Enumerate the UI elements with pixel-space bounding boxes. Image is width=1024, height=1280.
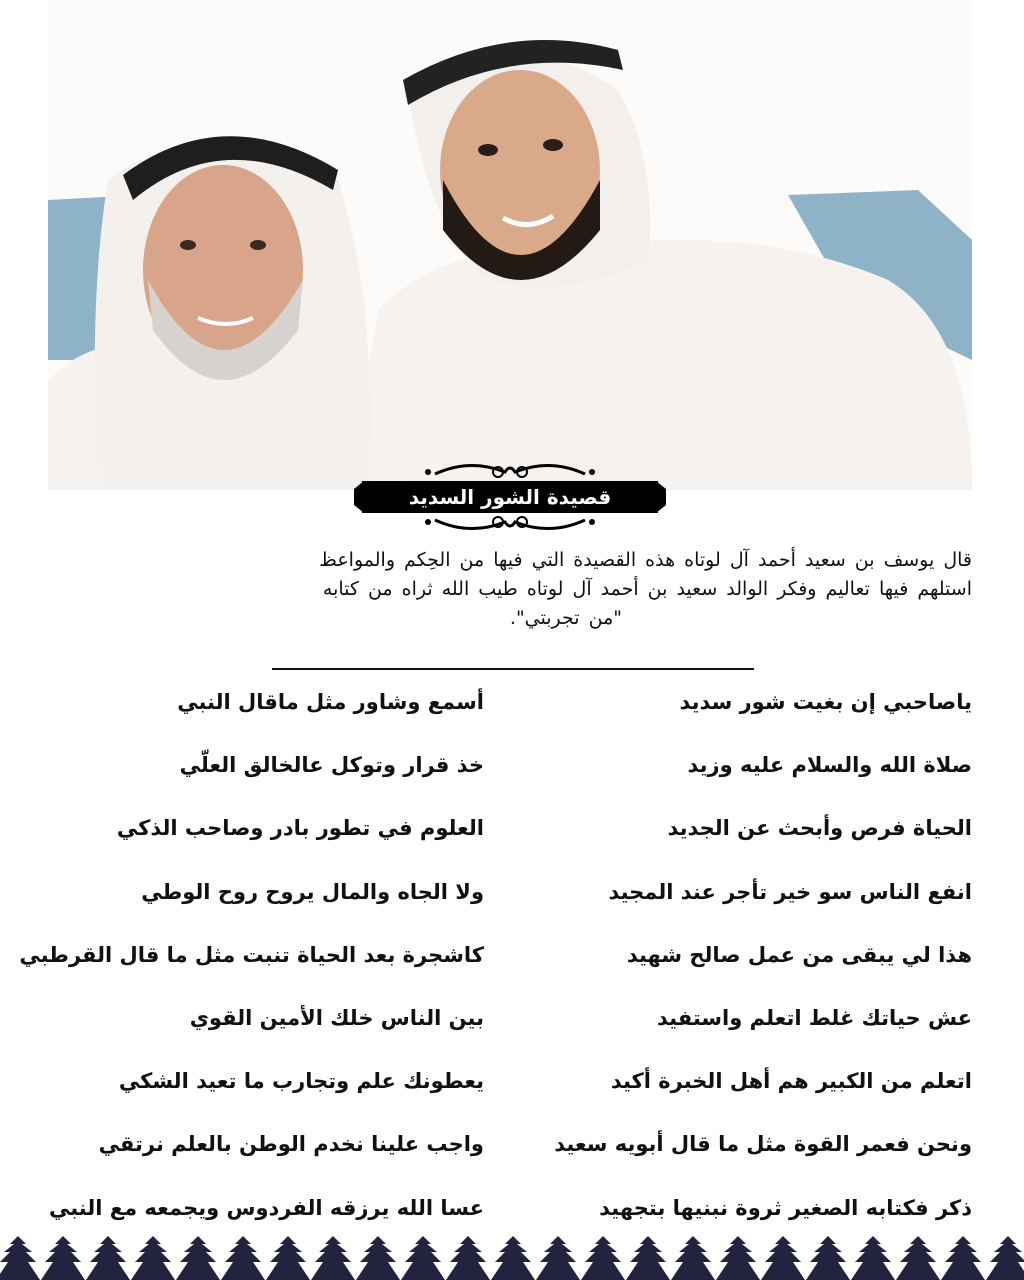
verse-first-hemistich: صلاة الله والسلام عليه وزيد bbox=[687, 753, 972, 778]
poem-title: قصيدة الشور السديد bbox=[362, 481, 658, 513]
verse-first-hemistich: انفع الناس سو خير تأجر عند المجيد bbox=[608, 879, 972, 904]
verse-second-hemistich: عسا الله يرزقه الفردوس ويجمعه مع النبي bbox=[48, 1195, 484, 1220]
border-motif bbox=[491, 1236, 535, 1280]
verse-second-hemistich: يعطونك علم وتجارب ما تعيد الشكي bbox=[118, 1069, 484, 1094]
young-man-robe bbox=[348, 240, 972, 490]
border-motif bbox=[176, 1236, 220, 1280]
intro-line: استلهم فيها تعاليم وفكر الوالد سعيد بن أحمد آل لوتاه طيب الله ثراه من كتابه bbox=[322, 578, 972, 600]
border-motif bbox=[131, 1236, 175, 1280]
portrait-illustration bbox=[48, 0, 972, 490]
verse-first-hemistich: ذكر فكتابه الصغير ثروة نبنيها بتجهيد bbox=[599, 1195, 972, 1220]
verse-second-hemistich: خذ قرار وتوكل عالخالق العلّي bbox=[179, 753, 484, 778]
verse-second-hemistich: ولا الجاه والمال يروح روح الوطي bbox=[141, 879, 484, 904]
verse-second-hemistich: العلوم في تطور بادر وصاحب الذكي bbox=[116, 816, 484, 841]
decorative-border-bottom bbox=[0, 1230, 1024, 1280]
border-motif bbox=[401, 1236, 445, 1280]
verse-second-hemistich: أسمع وشاور مثل ماقال النبي bbox=[177, 690, 484, 714]
border-motif bbox=[446, 1236, 490, 1280]
border-motif bbox=[0, 1236, 40, 1280]
verses-right-column bbox=[542, 684, 972, 1253]
verse-second-hemistich: واجب علينا نخدم الوطن بالعلم نرتقي bbox=[98, 1132, 484, 1157]
border-motif bbox=[311, 1236, 355, 1280]
header-photo bbox=[48, 0, 972, 490]
verse-first-hemistich: الحياة فرص وأبحث عن الجديد bbox=[667, 816, 972, 841]
verse-second-hemistich: بين الناس خلك الأمين القوي bbox=[189, 1005, 484, 1030]
flourish-bottom-icon bbox=[420, 514, 600, 534]
border-motif bbox=[896, 1236, 940, 1280]
border-motif bbox=[536, 1236, 580, 1280]
border-motif bbox=[221, 1236, 265, 1280]
verses-left-column bbox=[19, 684, 484, 1253]
intro-line: قال يوسف بن سعيد أحمد آل لوتاه هذه القصيدة التي فيها من الحِكم والمواعظ bbox=[319, 549, 972, 571]
border-motif bbox=[761, 1236, 805, 1280]
border-motif bbox=[806, 1236, 850, 1280]
border-motif bbox=[581, 1236, 625, 1280]
divider-line bbox=[272, 668, 754, 670]
border-motif bbox=[986, 1236, 1024, 1280]
border-motif bbox=[941, 1236, 985, 1280]
verse-first-hemistich: عش حياتك غلط اتعلم واستفيد bbox=[657, 1005, 972, 1030]
border-motif bbox=[86, 1236, 130, 1280]
verse-first-hemistich: هذا لي يبقى من عمل صالح شهيد bbox=[626, 942, 972, 967]
intro-line: "من تجربتي". bbox=[509, 607, 622, 629]
title-ornament bbox=[340, 458, 680, 536]
border-motif bbox=[266, 1236, 310, 1280]
border-motif bbox=[851, 1236, 895, 1280]
border-motif bbox=[41, 1236, 85, 1280]
verse-first-hemistich: ياصاحبي إن بغيت شور سديد bbox=[679, 690, 972, 714]
intro-paragraph bbox=[48, 546, 972, 633]
border-motif bbox=[626, 1236, 670, 1280]
border-motif bbox=[716, 1236, 760, 1280]
verse-second-hemistich: كاشجرة بعد الحياة تنبت مثل ما قال القرطبي bbox=[19, 942, 484, 967]
border-motif bbox=[356, 1236, 400, 1280]
flourish-top-icon bbox=[420, 460, 600, 480]
verse-first-hemistich: ونحن فعمر القوة مثل ما قال أبويه سعيد bbox=[554, 1132, 972, 1157]
verse-first-hemistich: اتعلم من الكبير هم أهل الخبرة أكيد bbox=[610, 1069, 972, 1094]
border-motif bbox=[671, 1236, 715, 1280]
